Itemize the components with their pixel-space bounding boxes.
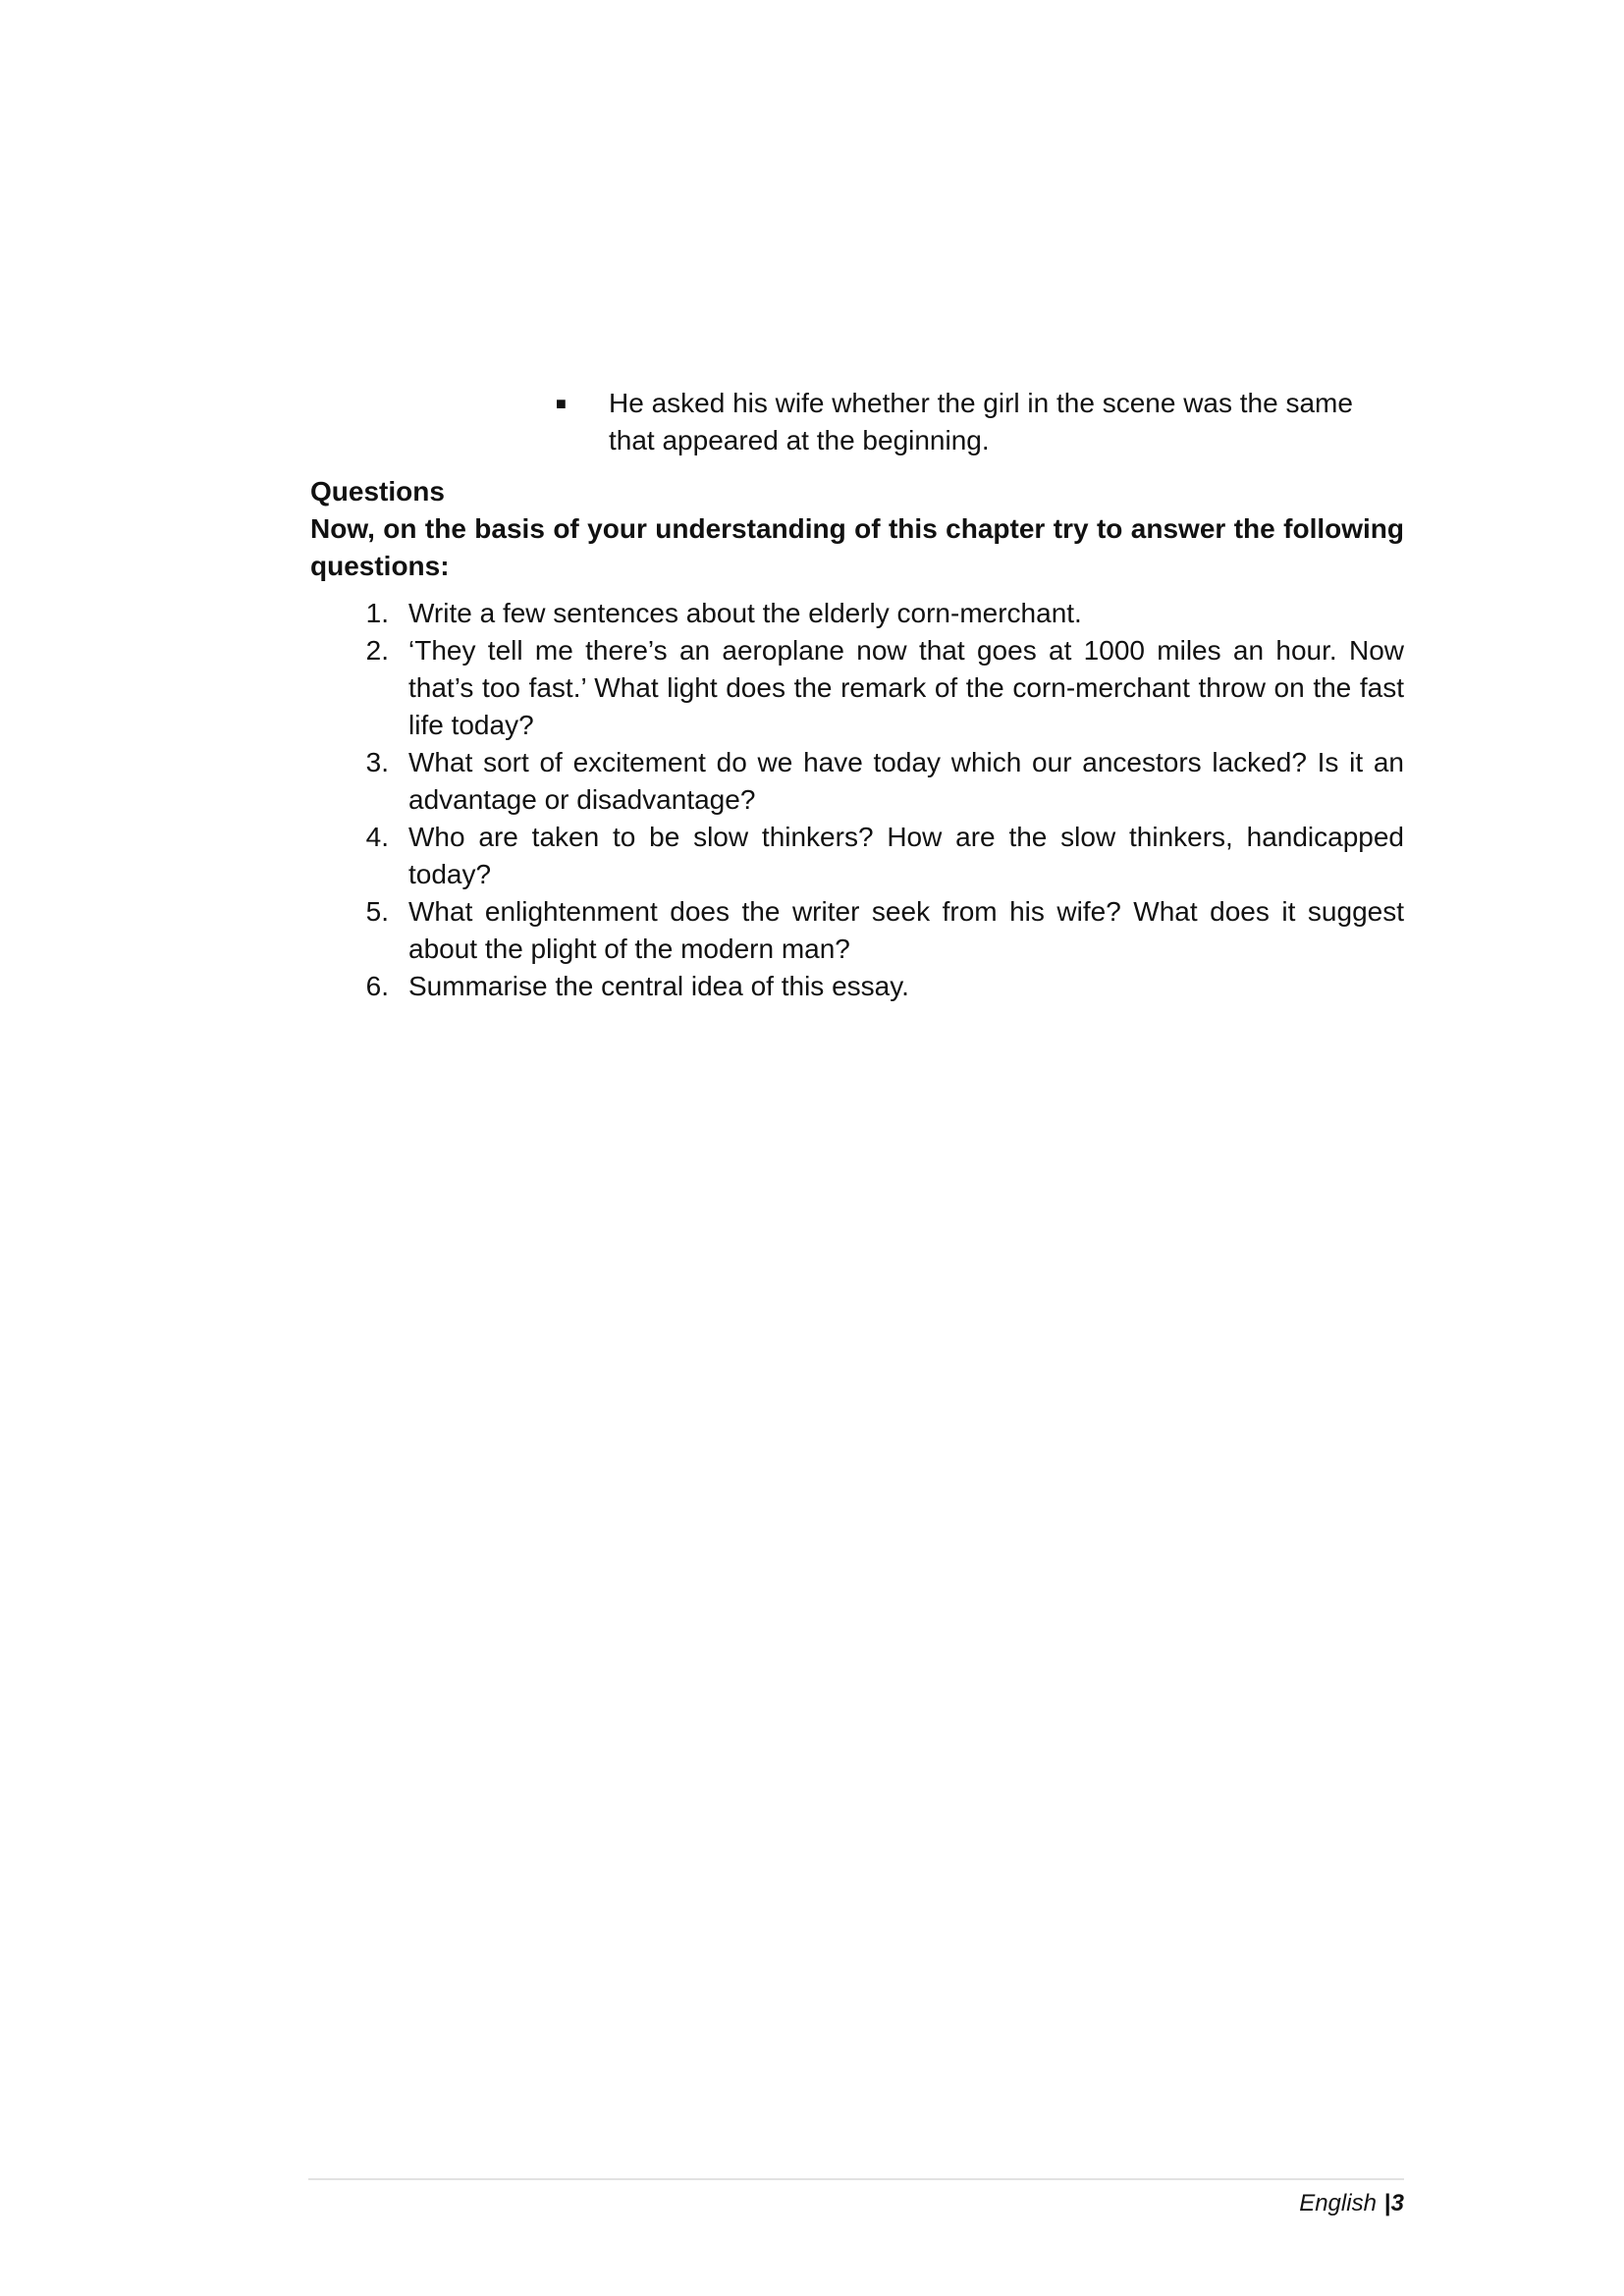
question-number: 3. (365, 747, 389, 777)
page-number: 3 (1390, 2190, 1404, 2216)
questions-instruction: Now, on the basis of your understanding of this chapter try to answer the following questions: (310, 513, 1404, 581)
question-item-4 (310, 819, 1404, 893)
square-bullet-icon: ■ (556, 394, 567, 413)
question-text: ‘They tell me there’s an aeroplane now that goes at 1000 miles an hour. Now that’s too fast.’ What light does the remark of the corn-merchant throw on the fast life today? (408, 635, 1404, 740)
question-text: What sort of excitement do we have today which our ancestors lacked? Is it an advantage or disadvantage? (408, 747, 1404, 815)
question-item-1 (310, 595, 1404, 632)
questions-list (310, 595, 1404, 1005)
question-text: Write a few sentences about the elderly corn-merchant. (408, 598, 1082, 628)
question-item-6 (310, 968, 1404, 1005)
page-footer (1299, 2187, 1404, 2220)
bullet-item (556, 385, 1404, 459)
question-number: 5. (365, 896, 389, 927)
question-item-3 (310, 744, 1404, 819)
question-text: Summarise the central idea of this essay. (408, 971, 909, 1001)
questions-heading: Questions (310, 476, 445, 507)
bullet-text: He asked his wife whether the girl in the scene was the same that appeared at the beginning. (609, 388, 1353, 455)
question-text: Who are taken to be slow thinkers? How are the slow thinkers, handicapped today? (408, 822, 1404, 889)
question-text: What enlightenment does the writer seek from his wife? What does it suggest about the plight of the modern man? (408, 896, 1404, 964)
footer-divider (308, 2178, 1404, 2180)
question-number: 6. (365, 971, 389, 1001)
question-item-5 (310, 893, 1404, 968)
questions-section (310, 473, 1404, 1005)
question-number: 2. (365, 635, 389, 666)
bullet-list (556, 385, 1404, 459)
question-item-2 (310, 632, 1404, 744)
footer-separator: | (1383, 2190, 1391, 2216)
question-number: 1. (365, 598, 389, 628)
question-number: 4. (365, 822, 389, 852)
footer-subject: English (1299, 2190, 1377, 2216)
